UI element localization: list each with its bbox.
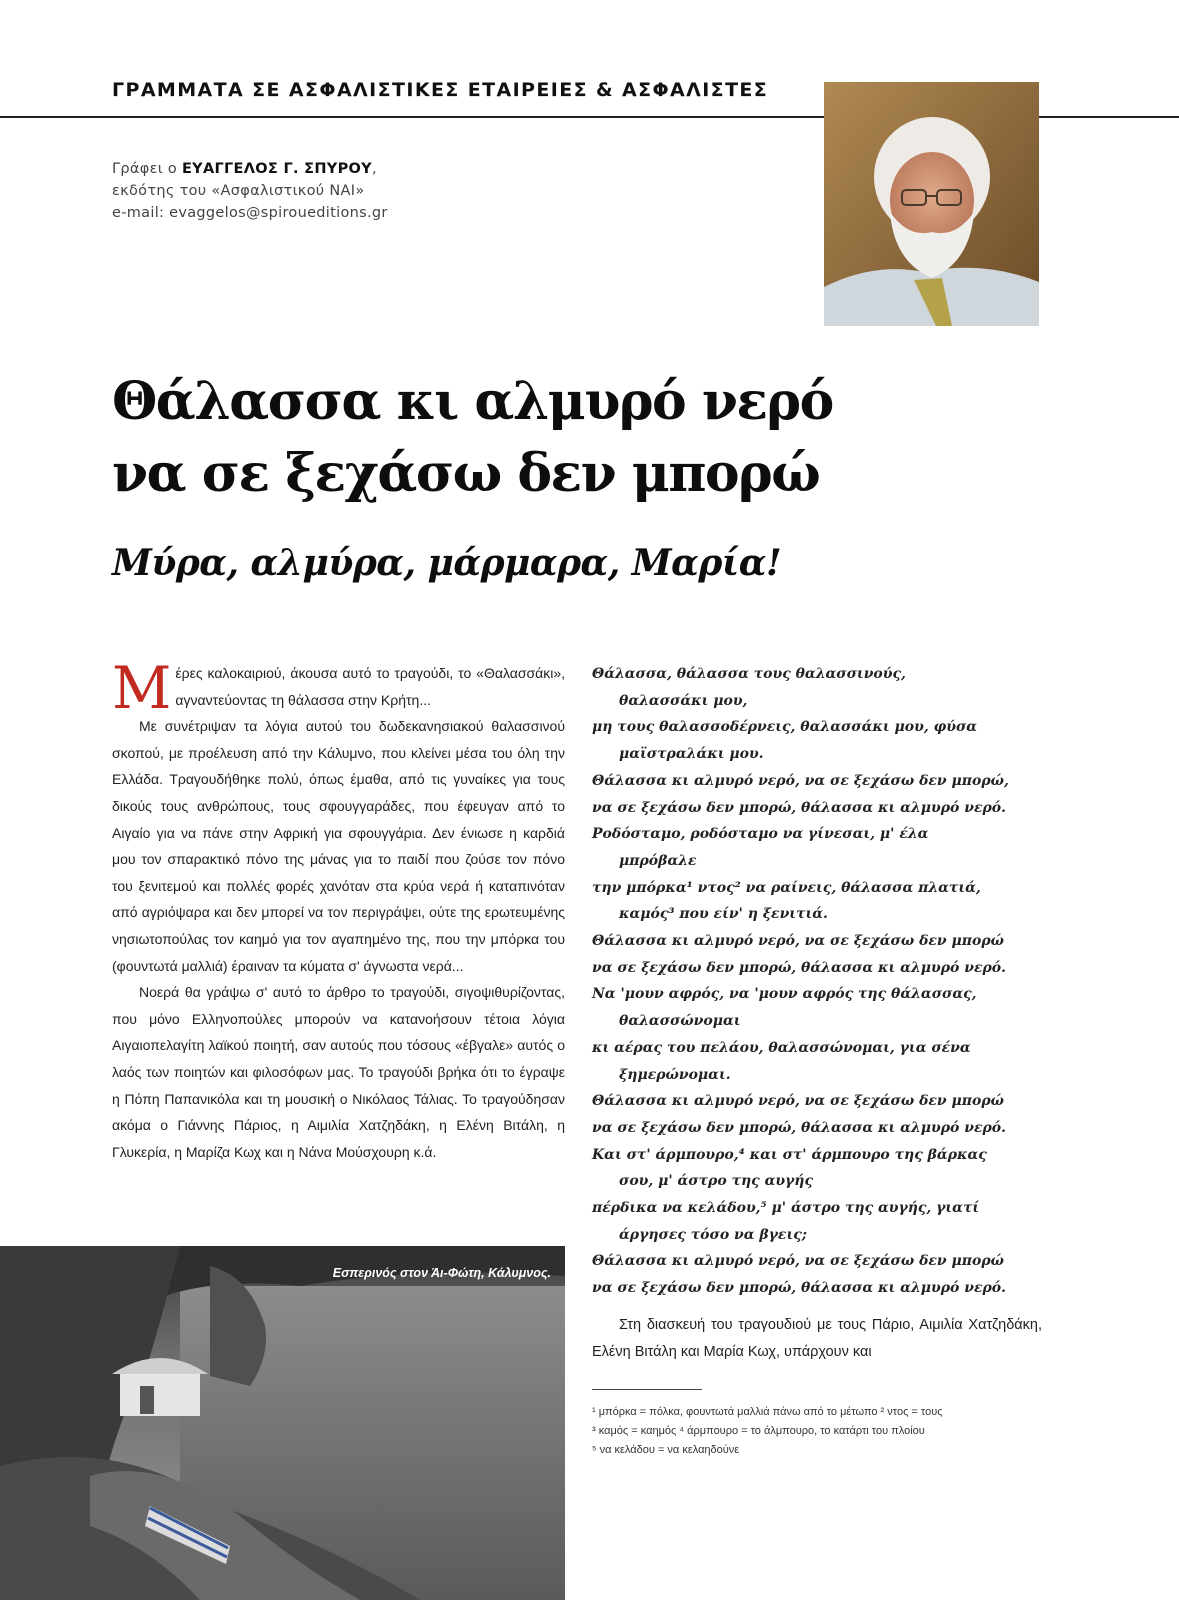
lyric-line: ξημερώνομαι. bbox=[619, 1066, 731, 1083]
lyric-line: Θάλασσα κι αλμυρό νερό, να σε ξεχάσω δεν μπορώ bbox=[592, 1093, 1004, 1110]
lyric-line: Θάλασσα κι αλμυρό νερό, να σε ξεχάσω δεν μπορώ, bbox=[592, 772, 1009, 789]
lyric-line: Και στ' άρμπουρο,⁴ και στ' άρμπουρο της βάρκας bbox=[592, 1146, 987, 1163]
author-email: e-mail: evaggelos@spiroueditions.gr bbox=[112, 205, 388, 221]
footnote-divider bbox=[592, 1389, 702, 1390]
paragraph-1-text: έρες καλοκαιριού, άκουσα αυτό το τραγούδι, το «Θαλασσάκι», αγναντεύοντας τη θάλασσα στην Κρήτη... bbox=[175, 665, 565, 708]
author-role: εκδότης του «Ασφαλιστικού ΝΑΙ» bbox=[112, 183, 365, 199]
lyric-line: να σε ξεχάσω δεν μπορώ, θάλασσα κι αλμυρό νερό. bbox=[592, 1280, 1006, 1297]
lyric-line: Θάλασσα κι αλμυρό νερό, να σε ξεχάσω δεν μπορώ bbox=[592, 1253, 1004, 1270]
body-paragraph-2: Με συνέτριψαν τα λόγια αυτού του δωδεκανησιακού θαλασσινού σκοπού, με προέλευση από την Κάλυμνο, που κλείνει μέσα του όλη την Ελλάδα. Τραγουδήθηκε πολύ, όπως έμαθα, από τις γυναίκες για τους δικούς τους ανθρώπους, τους σφουγγαράδες, που έφευγαν από το Αιγαίο για να πάνε στην Αφρική για σφουγγάρια. Δεν ένιωσε η καρδιά μου τον σπαρακτικό πόνο της μάνας για το παιδί που ζούσε τον πόνο του ξενιτεμού και πολλές φορές χανόταν στα κρύα νερά ή καταπινόταν από αγριόψαρα και δεν μπορεί να τον περιγράψει, ούτε της ερωτευμένης νησιωτοπούλας τον καημό για τον αγαπημένο της, που την μπόρκα του (φουντωτά μαλλιά) έραιναν τα κύματα σ' άγνωστα νερά... bbox=[112, 718, 565, 974]
footnote-line: ³ καμός = καημός ⁴ άρμπουρο = το άλμπουρο, το κατάρτι του πλοίου bbox=[592, 1425, 925, 1437]
lyric-line: Ροδόσταμο, ροδόσταμο να γίνεσαι, μ' έλα bbox=[592, 826, 929, 843]
lyric-line: πέρδικα να κελάδου,⁵ μ' άστρο της αυγής, γιατί bbox=[592, 1200, 980, 1217]
lyric-line: να σε ξεχάσω δεν μπορώ, θάλασσα κι αλμυρό νερό. bbox=[592, 799, 1006, 816]
body-paragraph-3: Νοερά θα γράψω σ' αυτό το άρθρο το τραγούδι, σιγοψιθυρίζοντας, που μόνο Ελληνοπούλες μπορούν να κατανοήσουν τέτοια λόγια Αιγαιοπελαγίτη λαϊκού ποιητή, σαν αυτούς που τόσους «έβγαλε» αυτός ο λαός των ποιητών και φιλοσόφων μας. Το τραγούδι βρήκα ότι το έγραψε η Πόπη Παπανικόλα και τη μουσική ο Νικόλαος Τάλιας. Το τραγούδησαν ακόμα ο Γιάννης Πάριος, η Αιμιλία Χατζηδάκη, η Ελένη Βιτάλη, η Γλυκερία, η Μαρίζα Κωχ και η Νάνα Μούσχουρη κ.ά. bbox=[112, 984, 565, 1160]
lyric-line: άργησες τόσο να βγεις; bbox=[619, 1226, 807, 1243]
lyric-line: κι αέρας του πελάου, θαλασσώνομαι, για σένα bbox=[592, 1039, 971, 1056]
lyric-line: μαϊστραλάκι μου. bbox=[619, 746, 764, 763]
lyric-line: Θάλασσα κι αλμυρό νερό, να σε ξεχάσω δεν μπορώ bbox=[592, 933, 1004, 950]
author-byline bbox=[112, 158, 388, 224]
lyric-line: καμός³ που είν' η ξενιτιά. bbox=[619, 906, 828, 923]
drop-cap: Μ bbox=[112, 654, 172, 722]
body-paragraph-1 bbox=[112, 654, 565, 722]
article-headline bbox=[112, 366, 833, 510]
lyric-line: θαλασσάκι μου, bbox=[619, 692, 748, 709]
lyric-line: να σε ξεχάσω δεν μπορώ, θάλασσα κι αλμυρό νερό. bbox=[592, 1119, 1006, 1136]
headline-line-1: Θάλασσα κι αλμυρό νερό bbox=[112, 371, 833, 432]
photo-caption: Εσπερινός στον Άι-Φώτη, Κάλυμνος. bbox=[332, 1266, 551, 1280]
closing-paragraph: Στη διασκευή του τραγουδιού με τους Πάριο, Αιμιλία Χατζηδάκη, Ελένη Βιτάλη και Μαρία Κωχ, υπάρχουν και bbox=[592, 1317, 1042, 1360]
headline-line-2: να σε ξεχάσω δεν μπορώ bbox=[112, 443, 820, 504]
song-lyrics bbox=[592, 661, 1047, 1302]
footnotes bbox=[592, 1403, 1052, 1460]
section-label: ΓΡΑΜΜΑΤΑ ΣΕ ΑΣΦΑΛΙΣΤΙΚΕΣ ΕΤΑΙΡΕΙΕΣ & ΑΣΦΑΛΙΣΤΕΣ bbox=[112, 79, 769, 101]
author-name: ΕΥΑΓΓΕΛΟΣ Γ. ΣΠΥΡΟΥ bbox=[181, 161, 372, 177]
lyric-line: Να 'μουν αφρός, να 'μουν αφρός της θάλασσας, bbox=[592, 986, 977, 1003]
lyric-line: την μπόρκα¹ ντος² να ραίνεις, θάλασσα πλατιά, bbox=[592, 879, 981, 896]
lyric-line: να σε ξεχάσω δεν μπορώ, θάλασσα κι αλμυρό νερό. bbox=[592, 959, 1006, 976]
article-body bbox=[112, 654, 565, 1165]
lyric-line: μη τους θαλασσοδέρνεις, θαλασσάκι μου, φύσα bbox=[592, 719, 978, 736]
author-name-suffix: , bbox=[371, 161, 377, 177]
lyric-line: σου, μ' άστρο της αυγής bbox=[619, 1173, 813, 1190]
footnote-line: ⁵ να κελάδου = να κελαηδούνε bbox=[592, 1444, 740, 1456]
article-photo bbox=[0, 1246, 565, 1600]
author-portrait bbox=[824, 82, 1039, 326]
lyric-line: Θάλασσα, θάλασσα τους θαλασσινούς, bbox=[592, 666, 906, 682]
article-subheadline: Μύρα, αλμύρα, μάρμαρα, Μαρία! bbox=[112, 542, 782, 584]
author-prefix: Γράφει ο bbox=[112, 161, 182, 177]
footnote-line: ¹ μπόρκα = πόλκα, φουντωτά μαλλιά πάνω από το μέτωπο ² ντος = τους bbox=[592, 1406, 943, 1418]
lyric-line: θαλασσώνομαι bbox=[619, 1013, 741, 1030]
lyric-line: μπρόβαλε bbox=[619, 852, 697, 869]
